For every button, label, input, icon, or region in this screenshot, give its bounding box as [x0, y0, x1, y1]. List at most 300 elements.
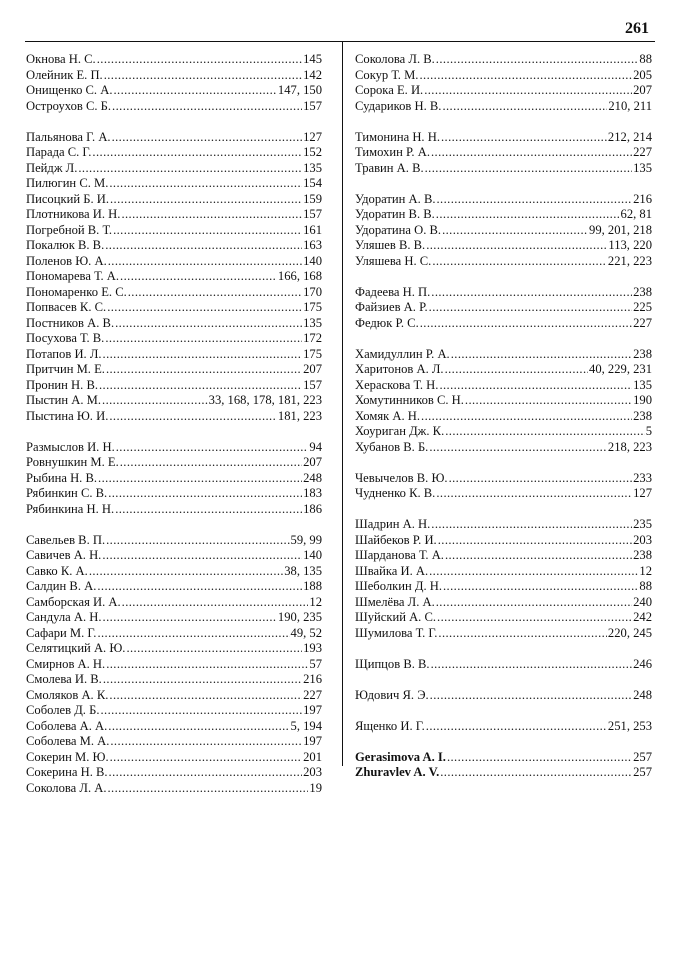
page-references: 251, 253	[607, 718, 652, 733]
index-entry	[26, 750, 322, 766]
page-references: 238	[633, 346, 652, 361]
dot-leader	[436, 207, 620, 223]
dot-leader	[116, 440, 309, 456]
author-name: Соболева А. А.	[26, 718, 108, 733]
index-letter-group	[355, 471, 652, 502]
author-name: Олейник Е. П.	[26, 67, 103, 82]
page-references: 175	[303, 346, 322, 361]
author-name: Савельев В. П.	[26, 532, 106, 547]
page-references: 248	[633, 687, 652, 702]
dot-leader	[105, 238, 302, 254]
author-name: Рябинкина Н. Н.	[26, 501, 115, 516]
dot-leader	[97, 626, 289, 642]
index-entry	[26, 564, 322, 580]
dot-leader	[122, 595, 309, 611]
header-rule	[25, 41, 655, 42]
index-entry	[355, 223, 652, 239]
author-name: Пейдж Л.	[26, 160, 78, 175]
page-references: 142	[303, 67, 322, 82]
index-entry	[26, 145, 322, 161]
index-letter-group	[355, 517, 652, 641]
dot-leader	[426, 719, 607, 735]
author-name: Попвасев К. С.	[26, 300, 107, 314]
index-entry	[355, 192, 652, 208]
author-name: Шадрин А. Н.	[355, 517, 431, 531]
dot-leader	[102, 393, 208, 409]
index-entry	[26, 362, 322, 378]
page-references: 152	[303, 145, 322, 159]
dot-leader	[442, 99, 607, 115]
index-entry	[26, 781, 322, 797]
index-column-right	[355, 52, 652, 796]
page-references: 181, 223	[277, 408, 322, 423]
page-references: 212, 214	[607, 129, 652, 144]
author-name: Селятицкий А. Ю.	[26, 641, 126, 655]
page-references: 88	[639, 52, 652, 66]
index-letter-group	[26, 130, 322, 425]
dot-leader	[106, 533, 289, 549]
dot-leader	[440, 765, 632, 781]
index-entry	[355, 145, 652, 161]
dot-leader	[128, 285, 302, 301]
page-references: 203	[633, 532, 652, 547]
index-entry	[26, 610, 322, 626]
author-name: Хомутинников С. Н.	[355, 393, 464, 407]
page-references: 235	[633, 517, 652, 531]
author-name: Уляшев В. В.	[355, 238, 426, 252]
page-references: 216	[633, 191, 652, 206]
index-entry	[26, 83, 322, 99]
page-references: 238	[633, 408, 652, 423]
dot-leader	[432, 254, 607, 270]
index-entry	[26, 765, 322, 781]
dot-leader	[108, 254, 302, 270]
index-entry	[26, 316, 322, 332]
author-name: Шумилова Т. Г.	[355, 625, 438, 640]
dot-leader	[106, 657, 308, 673]
index-entry	[355, 750, 652, 766]
index-entry	[355, 285, 652, 301]
page-references: 246	[633, 656, 652, 671]
column-divider	[342, 42, 343, 766]
index-entry	[26, 378, 322, 394]
dot-leader	[109, 688, 302, 704]
index-entry	[355, 533, 652, 549]
author-name: Удоратин А. В.	[355, 191, 436, 206]
dot-leader	[445, 548, 632, 564]
page-references: 233	[633, 470, 652, 485]
dot-leader	[106, 362, 302, 378]
dot-leader	[426, 238, 607, 254]
page-references: 197	[303, 703, 322, 717]
author-name: Окнова Н. С.	[26, 52, 96, 66]
author-name: Харитонов А. Л.	[355, 362, 444, 376]
page-references: 248	[303, 470, 322, 485]
author-name: Савко К. А.	[26, 563, 88, 578]
author-name: Рябинкин С. В.	[26, 486, 108, 500]
author-name: Пономарева Т. А.	[26, 269, 120, 283]
dot-leader	[430, 688, 632, 704]
index-letter-group	[26, 52, 322, 114]
dot-leader	[443, 579, 638, 595]
index-entry	[355, 161, 652, 177]
index-entry	[355, 52, 652, 68]
author-name: Тимонина Н. Н.	[355, 129, 440, 144]
index-entry	[26, 52, 322, 68]
page-references: 99, 201, 218	[589, 222, 652, 237]
page-references: 161	[303, 222, 322, 237]
dot-leader	[109, 765, 303, 781]
index-entry	[355, 471, 652, 487]
page-references: 242	[633, 610, 652, 624]
author-name: Хубанов В. Б.	[355, 439, 429, 454]
dot-leader	[429, 440, 607, 456]
author-name: Хоуриган Дж. К.	[355, 424, 445, 438]
page-number: 261	[625, 20, 649, 37]
author-name: Щипцов В. В.	[355, 656, 430, 671]
page-references: 135	[633, 377, 652, 392]
dot-leader	[112, 99, 302, 115]
dot-leader	[121, 207, 302, 223]
index-column-left	[26, 52, 322, 812]
index-entry	[26, 409, 322, 425]
dot-leader	[108, 781, 309, 797]
author-name: Пилюгин С. М.	[26, 176, 109, 190]
author-name: Поленов Ю. А.	[26, 253, 107, 268]
author-name: Уляшева Н. С.	[355, 253, 432, 268]
dot-leader	[445, 362, 588, 378]
dot-leader	[113, 83, 276, 99]
index-entry	[355, 393, 652, 409]
index-entry	[26, 223, 322, 239]
index-letter-group	[355, 688, 652, 704]
index-entry	[26, 579, 322, 595]
dot-leader	[89, 564, 283, 580]
index-entry	[355, 207, 652, 223]
author-name: Хомяк А. Н.	[355, 408, 421, 423]
page-references: 175	[303, 300, 322, 314]
dot-leader	[120, 455, 302, 471]
index-entry	[355, 548, 652, 564]
author-name: Сокур Т. М.	[355, 67, 419, 82]
dot-leader	[465, 393, 632, 409]
dot-leader	[438, 626, 607, 642]
page-references: 190	[633, 393, 652, 407]
index-entry	[26, 238, 322, 254]
author-name: Юдович Я. Э.	[355, 687, 429, 702]
page-references: 197	[303, 734, 322, 748]
index-letter-group	[355, 192, 652, 270]
author-name: Соколова Л. А.	[26, 780, 107, 795]
dot-leader	[126, 641, 302, 657]
index-entry	[26, 626, 322, 642]
page-references: 135	[633, 160, 652, 175]
index-entry	[355, 83, 652, 99]
index-entry	[355, 486, 652, 502]
dot-leader	[107, 300, 302, 316]
dot-leader	[437, 610, 632, 626]
page-references: 135	[303, 160, 322, 175]
dot-leader	[109, 409, 277, 425]
author-name: Ровнушкин М. Е.	[26, 455, 119, 469]
page-references: 257	[633, 749, 652, 764]
author-name: Остроухов С. Б.	[26, 98, 112, 113]
index-entry	[355, 719, 652, 735]
page-references: 145	[303, 52, 322, 66]
dot-leader	[439, 378, 632, 394]
index-entry	[355, 362, 652, 378]
author-name: Удоратин В. В.	[355, 207, 435, 221]
index-entry	[355, 765, 652, 781]
author-name: Gerasimova A. I.	[355, 749, 446, 764]
page-references: 188	[303, 579, 322, 593]
index-entry	[355, 657, 652, 673]
index-letter-group	[355, 657, 652, 673]
author-name: Посухова Т. В.	[26, 331, 105, 345]
page-references: 240	[633, 594, 652, 609]
author-name: Сорока Е. И.	[355, 83, 424, 97]
dot-leader	[431, 517, 632, 533]
author-name: Сокерина Н. В.	[26, 765, 108, 779]
author-name: Ященко И. Г.	[355, 718, 425, 733]
dot-leader	[103, 672, 302, 688]
author-name: Шмелёва Л. А.	[355, 594, 435, 609]
index-entry	[355, 440, 652, 456]
dot-leader	[447, 750, 632, 766]
index-entry	[26, 688, 322, 704]
page-references: 163	[303, 238, 322, 252]
author-name: Шарданова Т. А.	[355, 548, 444, 562]
dot-leader	[451, 347, 632, 363]
index-letter-group	[355, 719, 652, 735]
author-name: Травин А. В.	[355, 160, 424, 175]
index-entry	[26, 130, 322, 146]
dot-leader	[103, 610, 277, 626]
dot-leader	[100, 703, 302, 719]
author-name: Чевычелов В. Ю.	[355, 470, 448, 485]
author-name: Пронин Н. В.	[26, 377, 98, 392]
dot-leader	[431, 285, 632, 301]
page-references: 127	[633, 486, 652, 500]
index-entry	[355, 579, 652, 595]
dot-leader	[421, 409, 632, 425]
index-entry	[26, 703, 322, 719]
page-references: 19	[309, 780, 322, 795]
index-entry	[26, 719, 322, 735]
author-name: Тимохин Р. А.	[355, 145, 430, 159]
page-references: 205	[633, 67, 652, 82]
page-references: 227	[633, 145, 652, 159]
index-entry	[26, 68, 322, 84]
index-entry	[355, 316, 652, 332]
index-letter-group	[26, 533, 322, 797]
author-name: Zhuravlev A. V.	[355, 765, 440, 779]
page-references: 257	[633, 765, 652, 779]
index-entry	[355, 595, 652, 611]
page-references: 157	[303, 377, 322, 392]
index-entry	[355, 626, 652, 642]
index-entry	[355, 409, 652, 425]
dot-leader	[108, 719, 289, 735]
index-entry	[26, 533, 322, 549]
index-entry	[26, 734, 322, 750]
index-entry	[26, 672, 322, 688]
index-entry	[26, 455, 322, 471]
page-references: 57	[309, 656, 322, 671]
author-name: Сафари М. Г.	[26, 625, 97, 640]
index-entry	[26, 657, 322, 673]
dot-leader	[436, 595, 632, 611]
index-entry	[26, 285, 322, 301]
index-entry	[26, 176, 322, 192]
page-references: 216	[303, 672, 322, 686]
dot-leader	[442, 223, 588, 239]
author-name: Размыслов И. Н.	[26, 439, 115, 454]
author-name: Хераскова Т. Н.	[355, 377, 439, 392]
index-entry	[355, 99, 652, 115]
author-name: Шеболкин Д. Н.	[355, 579, 442, 593]
author-name: Файзиев А. Р.	[355, 300, 428, 314]
page-references: 220, 245	[607, 625, 652, 640]
page-references: 186	[303, 501, 322, 516]
page-references: 225	[633, 300, 652, 314]
dot-leader	[419, 68, 632, 84]
dot-leader	[438, 533, 632, 549]
dot-leader	[445, 424, 644, 440]
index-letter-group	[355, 285, 652, 332]
dot-leader	[110, 192, 302, 208]
page-references: 172	[303, 331, 322, 345]
page-references: 49, 52	[290, 625, 322, 640]
dot-leader	[431, 657, 633, 673]
page-references: 154	[303, 176, 322, 190]
author-name: Потапов И. Л.	[26, 346, 102, 361]
index-entry	[26, 641, 322, 657]
page-references: 227	[303, 687, 322, 702]
dot-leader	[112, 130, 303, 146]
page-references: 147, 150	[277, 83, 322, 97]
dot-leader	[110, 734, 302, 750]
author-name: Шуйский А. С.	[355, 610, 437, 624]
page-references: 62, 81	[620, 207, 652, 221]
page-references: 127	[303, 129, 322, 144]
author-name: Покалюк В. В.	[26, 238, 105, 252]
dot-leader	[441, 130, 607, 146]
index-entry	[26, 502, 322, 518]
index-entry	[26, 440, 322, 456]
dot-leader	[99, 378, 302, 394]
dot-leader	[110, 750, 303, 766]
index-entry	[355, 130, 652, 146]
author-name: Писоцкий Б. И.	[26, 191, 109, 206]
index-letter-group	[355, 347, 652, 456]
author-name: Удоратина О. В.	[355, 222, 442, 237]
dot-leader	[109, 176, 302, 192]
author-name: Самборская И. А.	[26, 594, 121, 609]
page-references: 227	[633, 315, 652, 330]
author-name: Соколова Л. В.	[355, 52, 435, 66]
page-references: 201	[303, 749, 322, 764]
dot-leader	[102, 548, 302, 564]
dot-leader	[92, 145, 302, 161]
index-entry	[26, 331, 322, 347]
page-references: 170	[303, 284, 322, 299]
page-references: 12	[639, 563, 652, 578]
author-name: Смолева И. В.	[26, 672, 102, 686]
page-references: 157	[303, 98, 322, 113]
author-name: Салдин В. А.	[26, 579, 97, 593]
page-references: 40, 229, 231	[589, 362, 652, 376]
dot-leader	[115, 502, 302, 518]
dot-leader	[436, 486, 632, 502]
dot-leader	[97, 579, 302, 595]
dot-leader	[431, 145, 632, 161]
index-entry	[355, 688, 652, 704]
dot-leader	[104, 68, 302, 84]
author-name: Чудненко К. В.	[355, 486, 436, 500]
dot-leader	[429, 564, 638, 580]
page-references: 221, 223	[607, 253, 652, 268]
index-entry	[26, 269, 322, 285]
index-entry	[355, 238, 652, 254]
page-references: 140	[303, 548, 322, 562]
dot-leader	[78, 161, 302, 177]
author-name: Сандула А. Н.	[26, 610, 102, 624]
author-name: Соболев Д. Б.	[26, 703, 100, 717]
index-entry	[26, 471, 322, 487]
index-letter-group	[26, 440, 322, 518]
page-references: 5	[645, 424, 652, 438]
page-references: 59, 99	[290, 532, 322, 547]
page-references: 94	[309, 439, 322, 454]
dot-leader	[437, 192, 633, 208]
author-name: Пальянова Г. А.	[26, 129, 111, 144]
author-name: Сокерин М. Ю.	[26, 749, 109, 764]
index-entry	[26, 347, 322, 363]
page-references: 135	[303, 315, 322, 330]
dot-leader	[115, 316, 302, 332]
dot-leader	[113, 223, 302, 239]
author-name: Федюк Р. С.	[355, 315, 419, 330]
dot-leader	[105, 331, 302, 347]
page-references: 166, 168	[277, 269, 322, 283]
author-name: Пономаренко Е. С.	[26, 284, 127, 299]
page-references: 157	[303, 207, 322, 221]
index-entry	[355, 424, 652, 440]
index-entry	[26, 207, 322, 223]
index-entry	[355, 68, 652, 84]
index-entry	[355, 610, 652, 626]
page-references: 159	[303, 191, 322, 206]
page-references: 238	[633, 284, 652, 299]
dot-leader	[424, 83, 632, 99]
index-entry	[26, 99, 322, 115]
dot-leader	[425, 161, 632, 177]
dot-leader	[449, 471, 633, 487]
index-entry	[26, 161, 322, 177]
index-entry	[26, 486, 322, 502]
page-references: 218, 223	[607, 439, 652, 454]
author-name: Пыстина Ю. И.	[26, 408, 109, 423]
page-references: 113, 220	[608, 238, 652, 252]
page-references: 207	[633, 83, 652, 97]
index-entry	[355, 300, 652, 316]
author-name: Швайка И. А.	[355, 563, 429, 578]
page-references: 183	[303, 486, 322, 500]
index-entry	[26, 595, 322, 611]
index-entry	[355, 517, 652, 533]
author-name: Смоляков А. К.	[26, 687, 109, 702]
